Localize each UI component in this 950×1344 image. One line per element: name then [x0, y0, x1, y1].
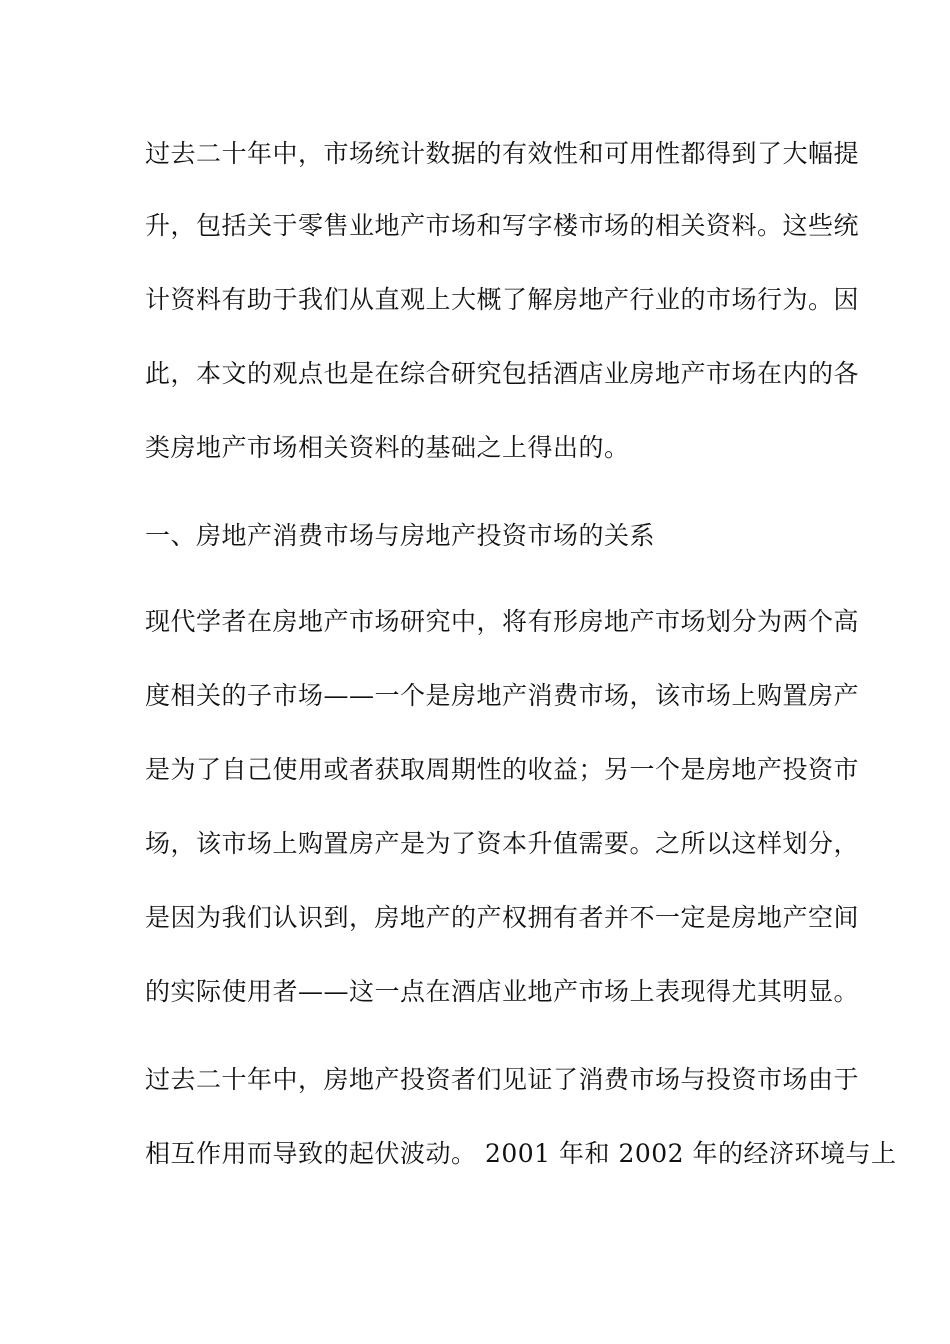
paragraph-2-line-4: 场，该市场上购置房产是为了资本升值需要。之所以这样划分，: [145, 829, 860, 858]
paragraph-1-line-2: 升，包括关于零售业地产市场和写字楼市场的相关资料。这些统: [145, 211, 860, 240]
paragraph-2-line-1: 现代学者在房地产市场研究中，将有形房地产市场划分为两个高: [145, 607, 860, 636]
paragraph-2-line-2: 度相关的子市场——一个是房地产消费市场，该市场上购置房产: [145, 681, 860, 710]
paragraph-1-line-4: 此，本文的观点也是在综合研究包括酒店业房地产市场在内的各: [145, 359, 860, 388]
paragraph-2-line-6: 的实际使用者——这一点在酒店业地产市场上表现得尤其明显。: [145, 977, 860, 1006]
paragraph-1-line-1: 过去二十年中，市场统计数据的有效性和可用性都得到了大幅提: [145, 139, 860, 168]
paragraph-2-line-3: 是为了自己使用或者获取周期性的收益；另一个是房地产投资市: [145, 755, 860, 784]
section-heading: 一、房地产消费市场与房地产投资市场的关系: [145, 521, 656, 550]
paragraph-3-line-2: 相互作用而导致的起伏波动。 2001 年和 2002 年的经济环境与上: [145, 1139, 897, 1168]
paragraph-2-line-5: 是因为我们认识到，房地产的产权拥有者并不一定是房地产空间: [145, 903, 860, 932]
paragraph-1-line-3: 计资料有助于我们从直观上大概了解房地产行业的市场行为。因: [145, 285, 860, 314]
paragraph-1-line-5: 类房地产市场相关资料的基础之上得出的。: [145, 433, 630, 462]
paragraph-3-line-1: 过去二十年中，房地产投资者们见证了消费市场与投资市场由于: [145, 1065, 860, 1094]
